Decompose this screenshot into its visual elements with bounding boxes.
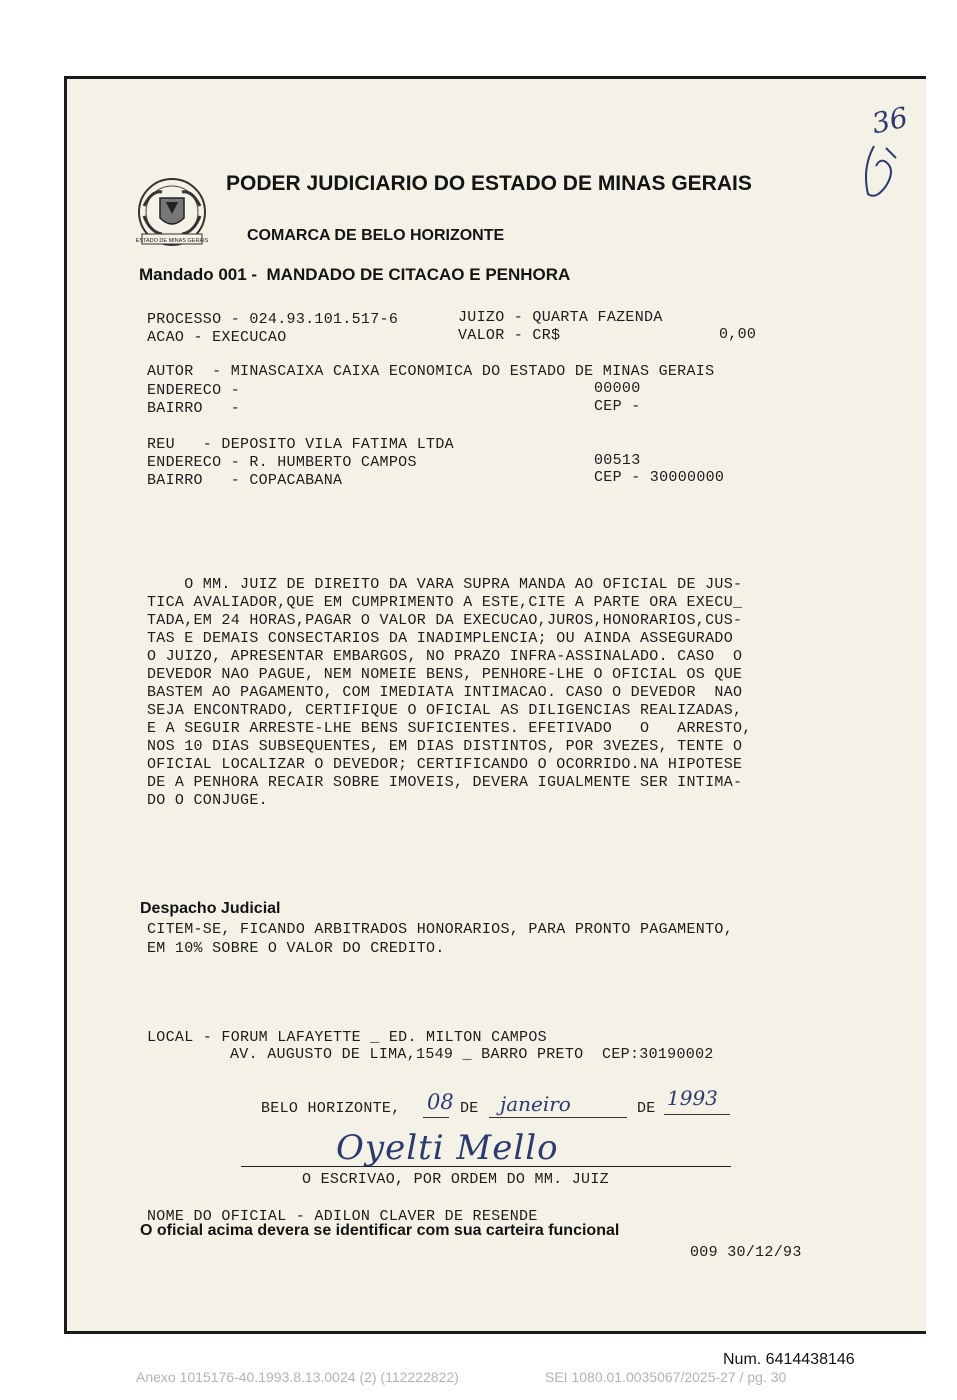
despacho-line-1: CITEM-SE, FICANDO ARBITRADOS HONORARIOS, PARA PRONTO PAGAMENTO, [147,921,733,938]
coat-of-arms-seal [132,176,212,252]
date-day-underline [423,1117,449,1118]
mandado-heading: Mandado 001 - MANDADO DE CITACAO E PENHORA [139,265,571,284]
date-month-underline [489,1117,627,1118]
date-de-1: DE [460,1100,479,1117]
autor-cep: CEP - [594,398,641,415]
acao-field: ACAO - EXECUCAO [147,329,287,346]
date-day-handwritten: 08 [427,1090,454,1114]
reu-endereco: ENDERECO - R. HUMBERTO CAMPOS [147,454,417,471]
oficial-code: 009 30/12/93 [690,1244,802,1261]
signature-scrawl: Oyelti Mello [336,1128,559,1168]
autor-endereco: ENDERECO - [147,382,241,399]
date-year-handwritten: 1993 [667,1086,718,1110]
oficial-notice: O oficial acima devera se identificar com sua carteira funcional [140,1222,620,1239]
comarca-heading: COMARCA DE BELO HORIZONTE [247,227,505,244]
despacho-heading: Despacho Judicial [140,900,281,917]
date-de-2: DE [637,1100,656,1117]
date-city: BELO HORIZONTE, [261,1100,401,1117]
despacho-line-2: EM 10% SOBRE O VALOR DO CREDITO. [147,940,445,957]
local-line-1: LOCAL - FORUM LAFAYETTE _ ED. MILTON CAMPOS [147,1029,547,1046]
reu-field: REU - DEPOSITO VILA FATIMA LTDA [147,436,454,453]
autor-field: AUTOR - MINASCAIXA CAIXA ECONOMICA DO ESTADO DE MINAS GERAIS [147,363,715,380]
processo-number: PROCESSO - 024.93.101.517-6 [147,311,399,328]
seal-caption: ESTADO DE MINAS GERAIS [135,238,209,244]
document-number: Num. 6414438146 [723,1351,855,1368]
annex-reference: Anexo 1015176-40.1993.8.13.0024 (2) (112222822) [136,1369,459,1385]
reu-bairro: BAIRRO - COPACABANA [147,472,343,489]
mandado-body-text: O MM. JUIZ DE DIREITO DA VARA SUPRA MANDA AO OFICIAL DE JUS- TICA AVALIADOR,QUE EM CUMPRIMENTO A ESTE,CITE A PARTE ORA EXECU_ TADA,EM 24 HORAS,PAGAR O VALOR DA EXECUCAO,JUROS,HONORARIOS,CUS- TAS E DEMAIS CONSECTARIOS DA INADIMPLENCIA; OU AINDA ASSEGURADO O JUIZO, APRESENTAR EMBARGOS, NO PRAZO INFRA-ASSINALADO. CASO O DEVEDOR NAO PAGUE, NEM NOMEIE BENS, PENHORE-LHE O OFICIAL OS QUE BASTEM AO PAGAMENTO, COM IMEDIATA INTIMACAO. CASO O DEVEDOR NAO SEJA ENCONTRADO, CERTIFIQUE O OFICIAL AS DILIGENCIAS REALIZADAS, E A SEGUIR ARRESTE-LHE BENS SUFICIENTES. EFETIVADO O ARRESTO, NOS 10 DIAS SUBSEQUENTES, EM DIAS DISTINTOS, POR 3VEZES, TENTE O OFICIAL LOCALIZAR O DEVEDOR; CERTIFICANDO O OCORRIDO.NA HIPOTESE DE A PENHORA RECAIR SOBRE IMOVEIS, DEVERA IGUALMENTE SER INTIMA- DO O CONJUGE. [147,576,752,809]
oficial-name: NOME DO OFICIAL - ADILON CLAVER DE RESENDE [147,1208,538,1225]
autor-numero: 00000 [594,380,641,397]
juizo-field: JUIZO - QUARTA FAZENDA [458,309,663,326]
local-line-2: AV. AUGUSTO DE LIMA,1549 _ BARRO PRETO CEP:30190002 [230,1046,714,1063]
signature-caption: O ESCRIVAO, POR ORDEM DO MM. JUIZ [302,1171,609,1188]
autor-bairro: BAIRRO - [147,400,241,417]
sei-reference: SEI 1080.01.0035067/2025-27 / pg. 30 [545,1369,787,1385]
reu-numero: 00513 [594,452,641,469]
valor-label: VALOR - CR$ [458,327,561,344]
signature-line [241,1166,731,1167]
reu-cep: CEP - 30000000 [594,469,725,486]
date-month-handwritten: janeiro [500,1092,571,1116]
date-year-underline [664,1114,730,1115]
margin-rubric-mark [856,140,906,202]
margin-page-number-handwritten: 36 [868,100,911,141]
valor-amount: 0,00 [719,326,757,343]
page-title: PODER JUDICIARIO DO ESTADO DE MINAS GERAIS [226,172,752,195]
